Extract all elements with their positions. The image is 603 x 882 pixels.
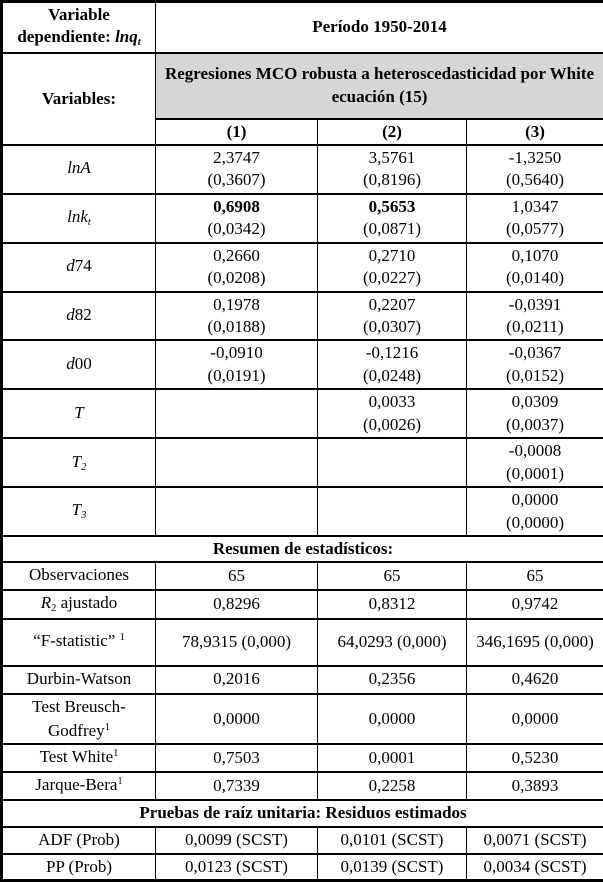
stat-label: Durbin-Watson — [2, 666, 156, 694]
table-row — [2, 389, 603, 438]
coef-cell — [156, 438, 318, 487]
stat-label: Jarque-Bera$^1$ — [2, 772, 156, 800]
column-header-2: (2) — [318, 119, 467, 145]
coef-row-label: T — [2, 389, 156, 438]
stat-value: 0,2258 — [318, 772, 467, 800]
table-row — [2, 827, 603, 854]
unit-root-value: 0,0123 (SCST) — [156, 854, 318, 881]
coef-value: -1,3250 — [470, 147, 600, 169]
coef-value: 0,1070 — [470, 245, 600, 267]
column-header-1: (1) — [156, 119, 318, 145]
coef-value: 0,0309 — [470, 391, 600, 413]
column-header-3: (3) — [467, 119, 603, 145]
table-row — [2, 854, 603, 881]
coef-se: (0,0577) — [470, 218, 600, 240]
stat-label: Test White$^1$ — [2, 744, 156, 772]
stat-value: 346,1695 (0,000) — [467, 619, 603, 666]
coef-cell — [156, 340, 318, 389]
stat-value: 0,0000 — [156, 694, 318, 745]
table-row — [2, 744, 603, 772]
table-row — [2, 562, 603, 590]
coef-se: (0,0026) — [321, 414, 463, 436]
coef-value: -0,0008 — [470, 440, 600, 462]
coef-se: (0,0248) — [321, 365, 463, 387]
stat-value: 0,5230 — [467, 744, 603, 772]
stat-value: 0,7339 — [156, 772, 318, 800]
coef-value: 0,5653 — [321, 196, 463, 218]
coef-cell — [318, 340, 467, 389]
coef-se: (0,0037) — [470, 414, 600, 436]
coef-cell — [156, 389, 318, 438]
unit-root-value: 0,0139 (SCST) — [318, 854, 467, 881]
table-row — [2, 438, 603, 487]
coef-cell — [156, 145, 318, 194]
table-row — [2, 487, 603, 536]
coef-row-label: d00 — [2, 340, 156, 389]
unit-root-section-header: Pruebas de raíz unitaria: Residuos estimados — [2, 800, 603, 826]
stat-value: 0,2356 — [318, 666, 467, 694]
stat-label: $R_2$ ajustado — [2, 590, 156, 618]
table-row — [2, 772, 603, 800]
table-row — [2, 292, 603, 341]
table-row — [2, 194, 603, 243]
coef-value: -0,0910 — [159, 342, 314, 364]
coef-se: (0,0208) — [159, 267, 314, 289]
stats-section-header: Resumen de estadísticos: — [2, 536, 603, 562]
table-row — [2, 666, 603, 694]
stat-value: 0,3893 — [467, 772, 603, 800]
coef-value: 0,2660 — [159, 245, 314, 267]
coef-cell — [467, 340, 603, 389]
table-row — [2, 619, 603, 666]
coef-se: (0,0188) — [159, 316, 314, 338]
coef-cell — [467, 389, 603, 438]
stat-value: 0,9742 — [467, 590, 603, 618]
coef-se: (0,8196) — [321, 169, 463, 191]
coef-cell — [467, 243, 603, 292]
stat-value: 65 — [318, 562, 467, 590]
stat-label: “F-statistic” $^1$ — [2, 619, 156, 666]
table-row — [2, 53, 603, 119]
table-row — [2, 800, 603, 826]
coef-cell — [467, 145, 603, 194]
table-row — [2, 694, 603, 745]
coef-cell — [467, 438, 603, 487]
coef-value: 0,6908 — [159, 196, 314, 218]
equation-line: ecuación (15) — [159, 86, 600, 108]
coef-value: -0,0391 — [470, 294, 600, 316]
coef-value: 0,0000 — [470, 489, 600, 511]
coef-cell — [467, 194, 603, 243]
method-cell — [156, 53, 603, 119]
coef-value: 1,0347 — [470, 196, 600, 218]
coef-se: (0,0152) — [470, 365, 600, 387]
coef-cell — [318, 145, 467, 194]
coef-se: (0,0342) — [159, 218, 314, 240]
table-row — [2, 590, 603, 618]
unit-root-label: PP (Prob) — [2, 854, 156, 881]
unit-root-value: 0,0071 (SCST) — [467, 827, 603, 854]
coef-se: (0,3607) — [159, 169, 314, 191]
coef-cell — [318, 438, 467, 487]
coef-cell — [318, 487, 467, 536]
stat-label: Test Breusch-Godfrey$^1$ — [2, 694, 156, 745]
coef-se: (0,0140) — [470, 267, 600, 289]
stat-value: 65 — [467, 562, 603, 590]
dependent-variable-subscript: t — [138, 38, 141, 49]
coef-se: (0,0227) — [321, 267, 463, 289]
coef-cell — [467, 292, 603, 341]
table-row — [2, 145, 603, 194]
unit-root-value: 0,0034 (SCST) — [467, 854, 603, 881]
coef-se: (0,0211) — [470, 316, 600, 338]
dependent-variable-label: Variable dependiente: — [17, 5, 115, 46]
unit-root-value: 0,0101 (SCST) — [318, 827, 467, 854]
method-line: Regresiones MCO robusta a heteroscedasticidad por White — [159, 63, 600, 85]
coef-cell — [318, 243, 467, 292]
coef-value: 0,0033 — [321, 391, 463, 413]
stat-label: Observaciones — [2, 562, 156, 590]
coef-se: (0,5640) — [470, 169, 600, 191]
coef-cell — [156, 292, 318, 341]
coef-cell — [318, 194, 467, 243]
coef-row-label: lnA — [2, 145, 156, 194]
stat-value: 0,0000 — [467, 694, 603, 745]
coef-se: (0,0000) — [470, 512, 600, 534]
unit-root-label: ADF (Prob) — [2, 827, 156, 854]
coef-cell — [156, 243, 318, 292]
stat-value: 0,8312 — [318, 590, 467, 618]
coef-row-label: $T_3$ — [2, 487, 156, 536]
stat-value: 0,2016 — [156, 666, 318, 694]
coef-se: (0,0307) — [321, 316, 463, 338]
coef-value: -0,1216 — [321, 342, 463, 364]
coef-cell — [318, 292, 467, 341]
coef-value: 0,2207 — [321, 294, 463, 316]
coef-cell — [467, 487, 603, 536]
dependent-variable-cell — [2, 2, 156, 53]
stat-value: 0,0000 — [318, 694, 467, 745]
table-row — [2, 243, 603, 292]
coef-se: (0,0191) — [159, 365, 314, 387]
coef-value: 3,5761 — [321, 147, 463, 169]
coef-row-label: d74 — [2, 243, 156, 292]
coef-value: 0,2710 — [321, 245, 463, 267]
coef-value: 0,1978 — [159, 294, 314, 316]
coef-value: -0,0367 — [470, 342, 600, 364]
coef-se: (0,0871) — [321, 218, 463, 240]
table-row — [2, 2, 603, 53]
stat-value: 0,4620 — [467, 666, 603, 694]
coef-se: (0,0001) — [470, 463, 600, 485]
coef-row-label: lnk$_t$ — [2, 194, 156, 243]
coef-cell — [156, 487, 318, 536]
dependent-variable-symbol: lnq — [115, 27, 138, 46]
stat-value: 65 — [156, 562, 318, 590]
coef-cell — [156, 194, 318, 243]
table-row — [2, 340, 603, 389]
stat-value: 0,7503 — [156, 744, 318, 772]
coef-cell — [318, 389, 467, 438]
coef-value: 2,3747 — [159, 147, 314, 169]
coef-row-label: $T_2$ — [2, 438, 156, 487]
stat-value: 64,0293 (0,000) — [318, 619, 467, 666]
period-cell: Período 1950-2014 — [156, 2, 603, 53]
coef-row-label: d82 — [2, 292, 156, 341]
table-row — [2, 536, 603, 562]
variables-label-cell: Variables: — [2, 53, 156, 145]
stat-value: 78,9315 (0,000) — [156, 619, 318, 666]
stat-value: 0,8296 — [156, 590, 318, 618]
stat-value: 0,0001 — [318, 744, 467, 772]
unit-root-value: 0,0099 (SCST) — [156, 827, 318, 854]
